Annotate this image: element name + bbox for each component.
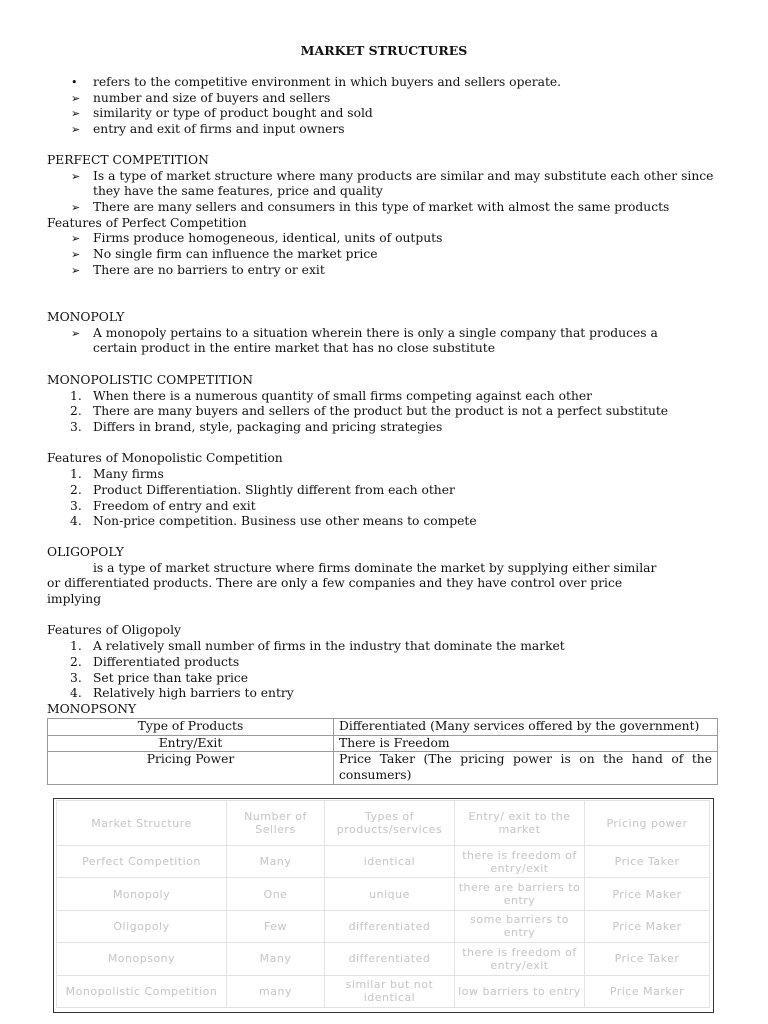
table-cell: Oligopoly bbox=[57, 910, 227, 942]
perfect-features-list bbox=[47, 231, 737, 278]
table-cell: unique bbox=[325, 878, 455, 910]
list-item: 4. Non-price competition. Business use other means to compete bbox=[70, 514, 477, 529]
arrow-bullet-icon: ➢ bbox=[71, 263, 81, 277]
table-cell: there is freedom of entry/exit bbox=[455, 943, 585, 975]
table-cell: Price Taker (The pricing power is on the hand of the consumers) bbox=[334, 752, 718, 784]
table-header-cell: Market Structure bbox=[57, 801, 227, 846]
list-item: 1. When there is a numerous quantity of small firms competing against each other bbox=[70, 388, 593, 403]
table-header-cell: Number of Sellers bbox=[227, 801, 325, 846]
arrow-bullet-icon: ➢ bbox=[71, 326, 81, 340]
table-cell: Price Taker bbox=[585, 943, 710, 975]
table-cell: One bbox=[227, 878, 325, 910]
table-cell: Price Maker bbox=[585, 910, 710, 942]
page-title: MARKET STRUCTURES bbox=[300, 43, 468, 58]
table-cell: there are barriers to entry bbox=[455, 878, 585, 910]
list-item: 3. Set price than take price bbox=[70, 670, 249, 685]
monopoly-list bbox=[47, 326, 737, 357]
arrow-bullet-icon: ➢ bbox=[71, 123, 81, 137]
table-cell: many bbox=[227, 975, 325, 1007]
table-cell: Pricing Power bbox=[48, 752, 334, 784]
table-cell: Type of Products bbox=[48, 719, 334, 736]
list-item: ➢ No single firm can influence the market price bbox=[71, 247, 378, 262]
list-item: ➢ similarity or type of product bought and sold bbox=[71, 106, 373, 121]
section-heading: MONOPSONY bbox=[47, 702, 137, 716]
comparison-table bbox=[56, 800, 710, 1008]
list-item: 4. Relatively high barriers to entry bbox=[70, 686, 294, 701]
table-cell: There is Freedom bbox=[334, 735, 718, 752]
table-row bbox=[57, 975, 710, 1007]
section-heading: MONOPOLY bbox=[47, 310, 125, 324]
oligopoly-paragraph: is a type of market structure where firms dominate the market by supplying either similar or differentiated products. There are only a few companies and they have control over price implying bbox=[47, 560, 657, 607]
list-item: ➢ number and size of buyers and sellers bbox=[71, 90, 331, 105]
list-item: • refers to the competitive environment in which buyers and sellers operate. bbox=[71, 75, 562, 89]
list-item: 2. Product Differentiation. Slightly different from each other bbox=[70, 482, 455, 497]
table-row bbox=[57, 910, 710, 942]
table-cell: Many bbox=[227, 943, 325, 975]
table-cell: some barriers to entry bbox=[455, 910, 585, 942]
features-heading: Features of Oligopoly bbox=[47, 623, 181, 638]
table-row bbox=[57, 846, 710, 878]
list-item: ➢ A monopoly pertains to a situation wherein there is only a single company that produces a certain product in the entire market that has no close substitute bbox=[71, 325, 658, 356]
bullet-icon: • bbox=[71, 76, 78, 89]
table-cell: differentiated bbox=[325, 943, 455, 975]
intro-list bbox=[47, 75, 737, 138]
section-heading: MONOPOLISTIC COMPETITION bbox=[47, 373, 253, 387]
list-item: 2. Differentiated products bbox=[70, 654, 240, 669]
arrow-bullet-icon: ➢ bbox=[71, 248, 81, 262]
table-cell: Monopsony bbox=[57, 943, 227, 975]
oligopoly-section bbox=[47, 545, 737, 702]
table-row bbox=[48, 719, 718, 736]
table-row bbox=[57, 878, 710, 910]
monopoly-section bbox=[47, 310, 737, 357]
features-heading: Features of Perfect Competition bbox=[47, 215, 247, 230]
section-heading: PERFECT COMPETITION bbox=[47, 153, 209, 167]
monopolistic-list bbox=[47, 389, 737, 436]
monopolistic-features-list bbox=[47, 467, 737, 530]
table-row bbox=[57, 943, 710, 975]
list-item: 3. Differs in brand, style, packaging and pricing strategies bbox=[70, 420, 443, 435]
list-item: ➢ There are many sellers and consumers in this type of market with almost the same products bbox=[71, 200, 670, 215]
arrow-bullet-icon: ➢ bbox=[71, 107, 81, 121]
arrow-bullet-icon: ➢ bbox=[71, 91, 81, 105]
arrow-bullet-icon: ➢ bbox=[71, 169, 81, 183]
table-cell: Many bbox=[227, 846, 325, 878]
perfect-list bbox=[47, 169, 737, 216]
table-row bbox=[48, 752, 718, 784]
monopsony-table bbox=[47, 718, 718, 785]
table-cell: Few bbox=[227, 910, 325, 942]
table-cell: Perfect Competition bbox=[57, 846, 227, 878]
monopolistic-section bbox=[47, 373, 737, 530]
list-item: 3. Freedom of entry and exit bbox=[70, 498, 256, 513]
table-cell: differentiated bbox=[325, 910, 455, 942]
arrow-bullet-icon: ➢ bbox=[71, 232, 81, 246]
table-cell: low barriers to entry bbox=[455, 975, 585, 1007]
table-header-cell: Types of products/services bbox=[325, 801, 455, 846]
list-item: ➢ entry and exit of firms and input owners bbox=[71, 122, 345, 137]
oligopoly-features-list bbox=[47, 639, 737, 702]
arrow-bullet-icon: ➢ bbox=[71, 201, 81, 215]
table-cell: Entry/Exit bbox=[48, 735, 334, 752]
list-item: ➢ Is a type of market structure where many products are similar and may substitute each other since they have the same features, price and quality bbox=[71, 168, 714, 199]
table-cell: similar but not identical bbox=[325, 975, 455, 1007]
table-cell: identical bbox=[325, 846, 455, 878]
table-cell: Monopoly bbox=[57, 878, 227, 910]
intro-section bbox=[47, 75, 737, 138]
table-cell: Differentiated (Many services offered by the government) bbox=[334, 719, 718, 736]
list-item: ➢ There are no barriers to entry or exit bbox=[71, 262, 325, 277]
list-item: ➢ Firms produce homogeneous, identical, units of outputs bbox=[71, 231, 443, 246]
list-item: 2. There are many buyers and sellers of the product but the product is not a perfect substitute bbox=[70, 404, 669, 419]
features-heading: Features of Monopolistic Competition bbox=[47, 451, 283, 466]
table-header-cell: Entry/ exit to the market bbox=[455, 801, 585, 846]
table-cell: there is freedom of entry/exit bbox=[455, 846, 585, 878]
list-item: 1. A relatively small number of firms in the industry that dominate the market bbox=[70, 639, 565, 654]
perfect-competition-section bbox=[47, 153, 737, 279]
monopsony-section bbox=[47, 702, 737, 718]
table-cell: Monopolistic Competition bbox=[57, 975, 227, 1007]
table-cell: Price Maker bbox=[585, 878, 710, 910]
table-header-cell: Pricing power bbox=[585, 801, 710, 846]
section-heading: OLIGOPOLY bbox=[47, 545, 124, 559]
table-cell: Price Taker bbox=[585, 846, 710, 878]
table-cell: Price Marker bbox=[585, 975, 710, 1007]
table-header-row bbox=[57, 801, 710, 846]
table-row bbox=[48, 735, 718, 752]
list-item: 1. Many firms bbox=[70, 467, 164, 482]
